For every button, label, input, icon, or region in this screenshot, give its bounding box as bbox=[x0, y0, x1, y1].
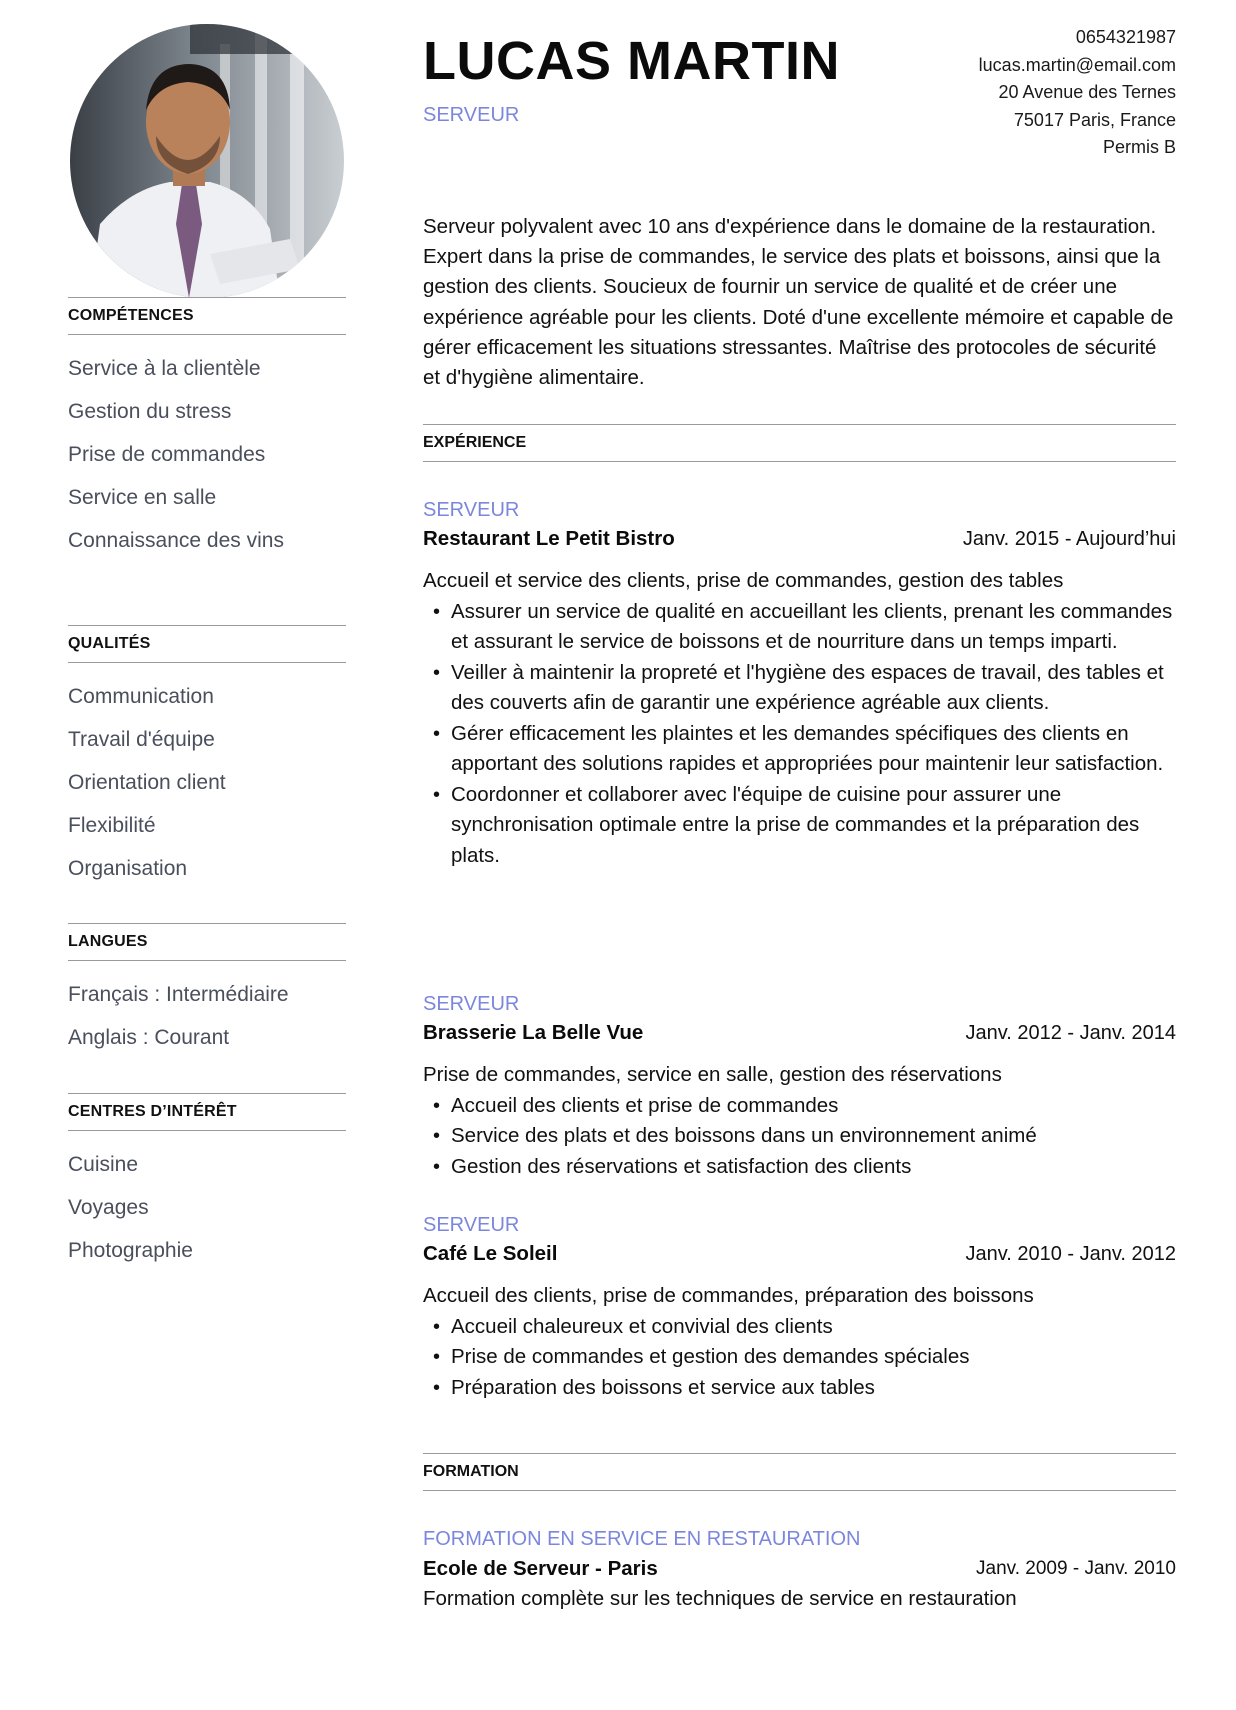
job-title: SERVEUR bbox=[423, 104, 520, 126]
experience-heading: EXPÉRIENCE bbox=[423, 424, 1176, 462]
list-item: Connaissance des vins bbox=[68, 529, 284, 552]
qualities-section bbox=[68, 625, 346, 890]
list-item: Service à la clientèle bbox=[68, 357, 261, 380]
job-description: Accueil des clients, prise de commandes, préparation des boissons bbox=[423, 1284, 1034, 1307]
list-item: • Préparation des boissons et service aux tables bbox=[423, 1373, 1176, 1404]
list-item: Voyages bbox=[68, 1196, 149, 1219]
education-item bbox=[423, 1524, 1176, 1614]
languages-list bbox=[68, 973, 346, 1059]
contact-block bbox=[979, 24, 1176, 162]
email: lucas.martin@email.com bbox=[978, 54, 1176, 75]
experience-item bbox=[423, 496, 1176, 871]
education-dates: Janv. 2009 - Janv. 2010 bbox=[976, 1558, 1176, 1579]
address: 20 Avenue des Ternes bbox=[998, 82, 1176, 102]
degree-title: FORMATION EN SERVICE EN RESTAURATION bbox=[423, 1528, 861, 1550]
profile-summary: Serveur polyvalent avec 10 ans d'expérience dans le domaine de la restauration. Expert dans la prise de commandes, le service des plats et boissons, ainsi que la gestion des clients. Soucieux de fournir un service de qualité et de créer une expérience agréable pour les clients. Doté d'une excellente mémoire et capable de gérer efficacement les situations stressantes. Maîtrise des protocoles de sécurité et d'hygiène alimentaire. bbox=[423, 215, 1174, 390]
list-item: Communication bbox=[68, 685, 214, 708]
list-item: Flexibilité bbox=[68, 814, 156, 837]
education-heading: FORMATION bbox=[423, 1453, 1176, 1491]
job-description: Accueil et service des clients, prise de commandes, gestion des tables bbox=[423, 569, 1064, 592]
list-item: • Accueil chaleureux et convivial des clients bbox=[423, 1312, 1176, 1343]
skills-list bbox=[68, 347, 346, 562]
list-item: Photographie bbox=[68, 1239, 193, 1262]
job-dates: Janv. 2012 - Janv. 2014 bbox=[965, 1022, 1176, 1044]
job-role: SERVEUR bbox=[423, 499, 520, 521]
list-item: • Assurer un service de qualité en accueillant les clients, prenant les commandes et assurant le service de boissons et de nourriture dans un temps imparti. bbox=[423, 597, 1176, 658]
list-item: • Veiller à maintenir la propreté et l'hygiène des espaces de travail, des tables et des couverts afin de garantir une expérience agréable aux clients. bbox=[423, 658, 1176, 719]
company-name: Restaurant Le Petit Bistro bbox=[423, 527, 675, 550]
list-item: • Accueil des clients et prise de commandes bbox=[423, 1091, 1176, 1122]
list-item: Gestion du stress bbox=[68, 400, 232, 423]
interests-heading: CENTRES D’INTÉRÊT bbox=[68, 1093, 346, 1131]
profile-photo bbox=[70, 24, 344, 298]
job-dates: Janv. 2015 - Aujourd’hui bbox=[962, 528, 1176, 550]
qualities-list bbox=[68, 675, 346, 890]
phone: 0654321987 bbox=[1075, 27, 1176, 47]
list-item: Français : Intermédiaire bbox=[68, 983, 289, 1006]
list-item: Travail d'équipe bbox=[68, 728, 215, 751]
list-item: Orientation client bbox=[68, 771, 226, 794]
list-item: Service en salle bbox=[68, 486, 217, 509]
languages-section bbox=[68, 923, 346, 1059]
city: 75017 Paris, France bbox=[1013, 109, 1176, 130]
school-name: Ecole de Serveur - Paris bbox=[423, 1557, 658, 1580]
skills-heading: COMPÉTENCES bbox=[68, 297, 346, 335]
interests-section bbox=[68, 1093, 346, 1272]
job-role: SERVEUR bbox=[423, 993, 520, 1015]
job-role: SERVEUR bbox=[423, 1214, 520, 1236]
list-item: • Gestion des réservations et satisfaction des clients bbox=[423, 1152, 1176, 1183]
list-item: • Gérer efficacement les plaintes et les demandes spécifiques des clients en apportant des solutions rapides et appropriées pour maintenir leur satisfaction. bbox=[423, 719, 1176, 780]
skills-section bbox=[68, 297, 346, 562]
company-name: Brasserie La Belle Vue bbox=[423, 1021, 644, 1044]
job-dates: Janv. 2010 - Janv. 2012 bbox=[965, 1243, 1176, 1265]
experience-item bbox=[423, 1211, 1176, 1403]
driving-license: Permis B bbox=[1102, 137, 1176, 157]
experience-item bbox=[423, 990, 1176, 1182]
list-item: Cuisine bbox=[68, 1153, 139, 1176]
candidate-name: LUCAS MARTIN bbox=[423, 31, 840, 91]
list-item: Organisation bbox=[68, 857, 188, 880]
list-item: • Coordonner et collaborer avec l'équipe de cuisine pour assurer une synchronisation optimale entre la prise de commandes et la préparation des plats. bbox=[423, 780, 1176, 872]
job-bullets bbox=[423, 597, 1176, 872]
languages-heading: LANGUES bbox=[68, 923, 346, 961]
list-item: Prise de commandes bbox=[68, 443, 266, 466]
job-bullets bbox=[423, 1091, 1176, 1183]
qualities-heading: QUALITÉS bbox=[68, 625, 346, 663]
education-description: Formation complète sur les techniques de service en restauration bbox=[423, 1587, 1017, 1610]
list-item: • Prise de commandes et gestion des demandes spéciales bbox=[423, 1342, 1176, 1373]
job-description: Prise de commandes, service en salle, gestion des réservations bbox=[423, 1063, 1002, 1086]
list-item: Anglais : Courant bbox=[68, 1026, 230, 1049]
job-bullets bbox=[423, 1312, 1176, 1404]
company-name: Café Le Soleil bbox=[423, 1242, 558, 1265]
list-item: • Service des plats et des boissons dans un environnement animé bbox=[423, 1121, 1176, 1152]
interests-list bbox=[68, 1143, 346, 1272]
